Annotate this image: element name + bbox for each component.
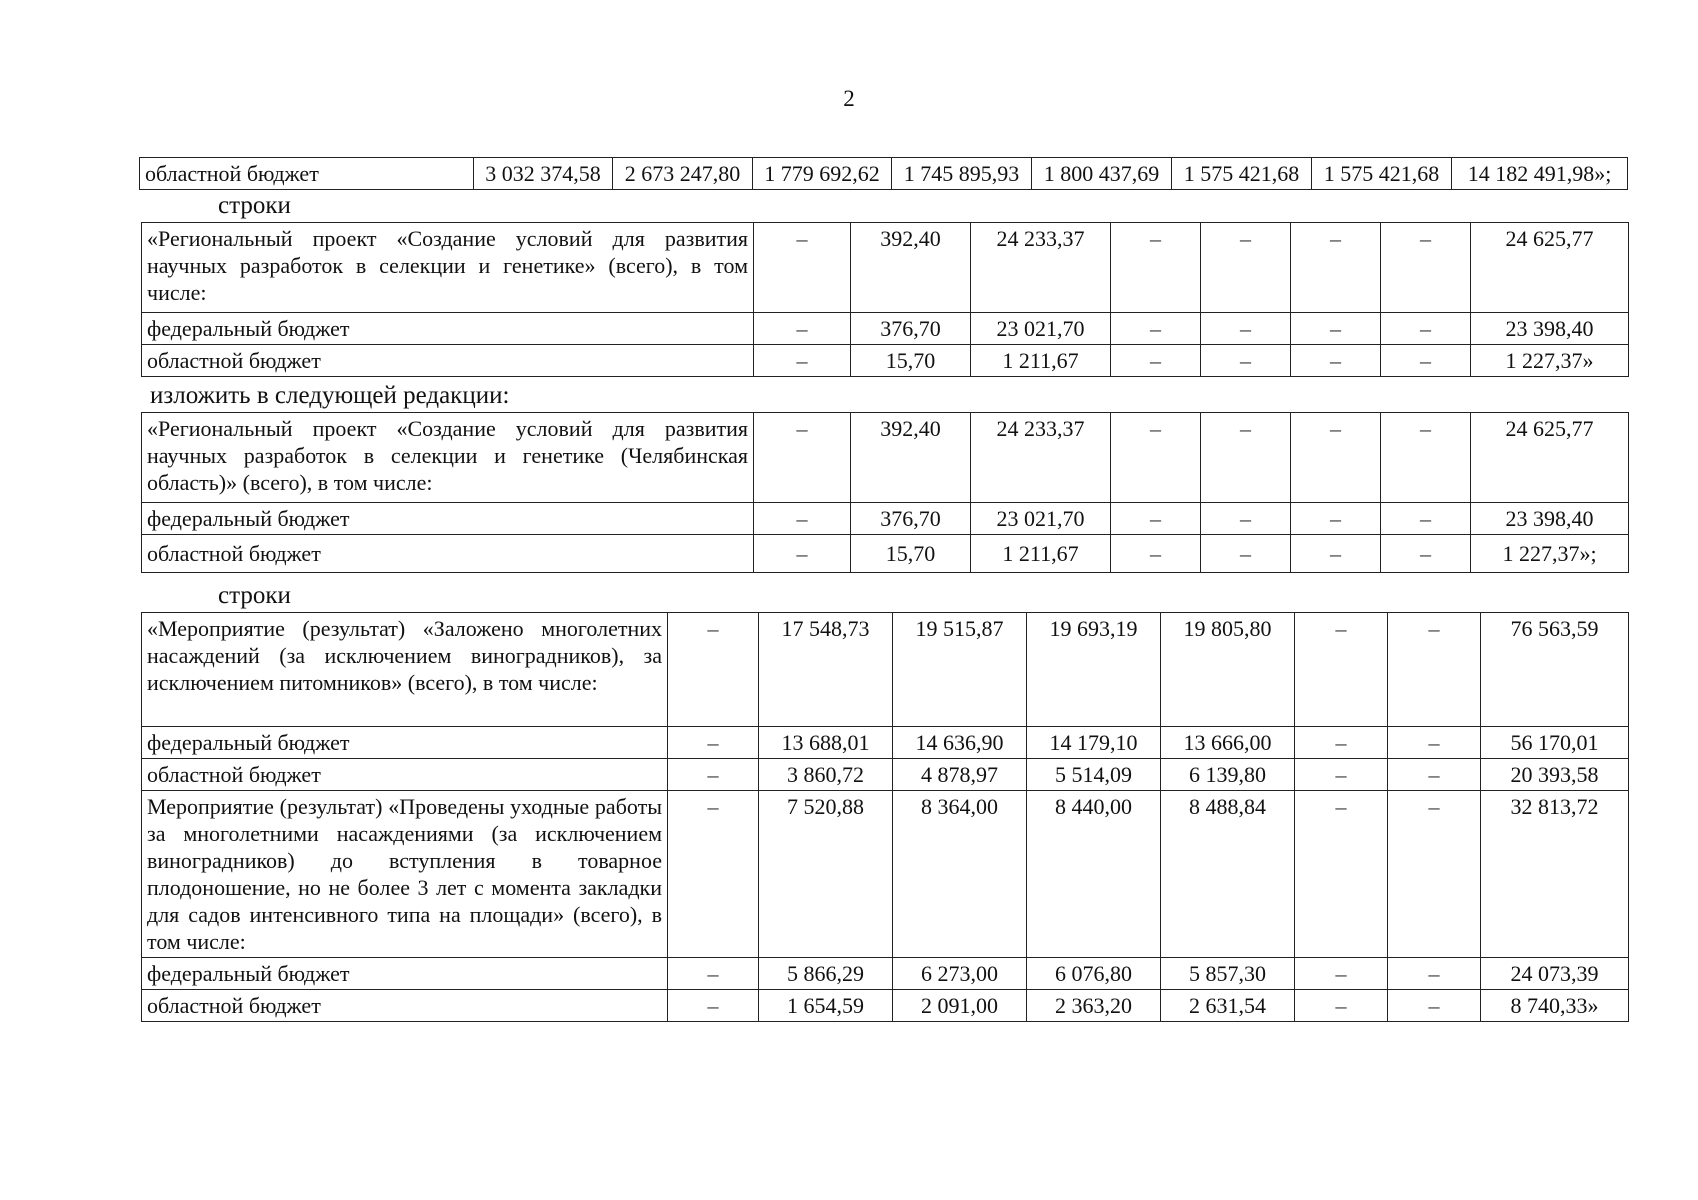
value-cell: 13 688,01 xyxy=(759,727,893,759)
value-cell: 14 179,10 xyxy=(1027,727,1161,759)
value-cell: 19 805,80 xyxy=(1161,613,1295,727)
row-label: областной бюджет xyxy=(142,535,754,573)
value-cell: 1 211,67 xyxy=(971,345,1111,377)
value-cell: – xyxy=(1111,223,1201,313)
table-row xyxy=(142,958,1629,990)
value-cell: 392,40 xyxy=(851,223,971,313)
value-cell: 14 182 491,98»; xyxy=(1452,158,1628,190)
value-cell: – xyxy=(1291,535,1381,573)
value-cell: – xyxy=(1201,313,1291,345)
value-cell: – xyxy=(1381,413,1471,503)
value-cell: 24 625,77 xyxy=(1471,223,1629,313)
value-cell: – xyxy=(1201,345,1291,377)
value-cell: – xyxy=(1388,958,1481,990)
table-regional-project-new xyxy=(141,412,1629,573)
value-cell: 376,70 xyxy=(851,313,971,345)
value-cell: – xyxy=(1381,503,1471,535)
value-cell: 19 515,87 xyxy=(893,613,1027,727)
page-number: 2 xyxy=(843,86,855,111)
value-cell: 3 860,72 xyxy=(759,759,893,791)
table-row xyxy=(142,345,1629,377)
value-cell: – xyxy=(668,958,759,990)
value-cell: – xyxy=(668,727,759,759)
value-cell: 15,70 xyxy=(851,345,971,377)
row-label: «Мероприятие (результат) «Заложено многолетних насаждений (за исключением виноградников), за исключением питомников» (всего), в том числе: xyxy=(142,613,668,727)
value-cell: – xyxy=(1381,313,1471,345)
caption-stroki-1: строки xyxy=(218,192,291,219)
row-label: федеральный бюджет xyxy=(142,727,668,759)
row-label: федеральный бюджет xyxy=(142,503,754,535)
value-cell: 6 139,80 xyxy=(1161,759,1295,791)
value-cell: 1 745 895,93 xyxy=(892,158,1032,190)
value-cell: – xyxy=(1295,613,1388,727)
value-cell: 2 631,54 xyxy=(1161,990,1295,1022)
row-label: областной бюджет xyxy=(142,990,668,1022)
row-label: Мероприятие (результат) «Проведены уходные работы за многолетними насаждениями (за исключением виноградников) до вступления в товарное плодоношение, но не более 3 лет с момента закладки для садов интенсивного типа на площади» (всего), в том числе: xyxy=(142,791,668,958)
value-cell: – xyxy=(1388,613,1481,727)
value-cell: 1 654,59 xyxy=(759,990,893,1022)
value-cell: 8 364,00 xyxy=(893,791,1027,958)
value-cell: 13 666,00 xyxy=(1161,727,1295,759)
value-cell: 1 211,67 xyxy=(971,535,1111,573)
value-cell: 23 398,40 xyxy=(1471,313,1629,345)
value-cell: 1 227,37»; xyxy=(1471,535,1629,573)
value-cell: – xyxy=(754,503,851,535)
value-cell: – xyxy=(1291,223,1381,313)
value-cell: – xyxy=(668,990,759,1022)
row-label: «Региональный проект «Создание условий для развития научных разработок в селекции и генетике» (всего), в том числе: xyxy=(142,223,754,313)
table-measures xyxy=(141,612,1629,1022)
value-cell: 1 227,37» xyxy=(1471,345,1629,377)
value-cell: 2 363,20 xyxy=(1027,990,1161,1022)
value-cell: 2 091,00 xyxy=(893,990,1027,1022)
value-cell: 1 800 437,69 xyxy=(1032,158,1172,190)
value-cell: – xyxy=(1201,413,1291,503)
value-cell: 6 076,80 xyxy=(1027,958,1161,990)
value-cell: 1 575 421,68 xyxy=(1172,158,1312,190)
table-regional-budget-total xyxy=(139,157,1628,190)
row-label: федеральный бюджет xyxy=(142,313,754,345)
value-cell: 32 813,72 xyxy=(1481,791,1629,958)
value-cell: – xyxy=(1291,313,1381,345)
row-label: областной бюджет xyxy=(142,759,668,791)
value-cell: – xyxy=(668,791,759,958)
row-label: федеральный бюджет xyxy=(142,958,668,990)
value-cell: – xyxy=(1111,313,1201,345)
value-cell: 23 021,70 xyxy=(971,503,1111,535)
value-cell: 20 393,58 xyxy=(1481,759,1629,791)
value-cell: 24 233,37 xyxy=(971,413,1111,503)
value-cell: 5 857,30 xyxy=(1161,958,1295,990)
value-cell: – xyxy=(1388,759,1481,791)
row-label: областной бюджет xyxy=(140,158,474,190)
value-cell: 24 233,37 xyxy=(971,223,1111,313)
value-cell: – xyxy=(1295,759,1388,791)
value-cell: – xyxy=(1295,958,1388,990)
value-cell: 15,70 xyxy=(851,535,971,573)
value-cell: 4 878,97 xyxy=(893,759,1027,791)
value-cell: 56 170,01 xyxy=(1481,727,1629,759)
table-row xyxy=(142,313,1629,345)
value-cell: 376,70 xyxy=(851,503,971,535)
value-cell: – xyxy=(1295,727,1388,759)
table-row xyxy=(142,613,1629,727)
value-cell: – xyxy=(1291,413,1381,503)
table-row xyxy=(142,990,1629,1022)
table-row xyxy=(142,791,1629,958)
value-cell: – xyxy=(1111,345,1201,377)
value-cell: 23 021,70 xyxy=(971,313,1111,345)
caption-new-edition: изложить в следующей редакции: xyxy=(150,382,510,409)
value-cell: – xyxy=(754,313,851,345)
table-row xyxy=(142,535,1629,573)
value-cell: 8 740,33» xyxy=(1481,990,1629,1022)
value-cell: 19 693,19 xyxy=(1027,613,1161,727)
value-cell: – xyxy=(1388,791,1481,958)
value-cell: – xyxy=(1201,223,1291,313)
value-cell: 14 636,90 xyxy=(893,727,1027,759)
value-cell: – xyxy=(1295,990,1388,1022)
value-cell: 8 440,00 xyxy=(1027,791,1161,958)
value-cell: 76 563,59 xyxy=(1481,613,1629,727)
value-cell: 17 548,73 xyxy=(759,613,893,727)
value-cell: – xyxy=(1381,223,1471,313)
value-cell: – xyxy=(754,223,851,313)
value-cell: – xyxy=(1111,535,1201,573)
row-label: «Региональный проект «Создание условий для развития научных разработок в селекции и генетике (Челябинская область)» (всего), в том числе: xyxy=(142,413,754,503)
caption-stroki-2: строки xyxy=(218,582,291,609)
value-cell: 2 673 247,80 xyxy=(613,158,753,190)
value-cell: – xyxy=(1111,503,1201,535)
value-cell: 3 032 374,58 xyxy=(474,158,613,190)
value-cell: – xyxy=(1388,990,1481,1022)
value-cell: 24 625,77 xyxy=(1471,413,1629,503)
table-row xyxy=(142,413,1629,503)
value-cell: 7 520,88 xyxy=(759,791,893,958)
value-cell: – xyxy=(754,345,851,377)
table-row xyxy=(142,503,1629,535)
value-cell: – xyxy=(754,413,851,503)
table-row xyxy=(142,759,1629,791)
value-cell: – xyxy=(1381,345,1471,377)
value-cell: 392,40 xyxy=(851,413,971,503)
value-cell: 5 866,29 xyxy=(759,958,893,990)
table-regional-project-old xyxy=(141,222,1629,377)
value-cell: 24 073,39 xyxy=(1481,958,1629,990)
value-cell: 8 488,84 xyxy=(1161,791,1295,958)
value-cell: – xyxy=(1295,791,1388,958)
value-cell: 23 398,40 xyxy=(1471,503,1629,535)
value-cell: – xyxy=(1291,503,1381,535)
value-cell: 6 273,00 xyxy=(893,958,1027,990)
value-cell: – xyxy=(668,759,759,791)
row-label: областной бюджет xyxy=(142,345,754,377)
value-cell: – xyxy=(668,613,759,727)
value-cell: – xyxy=(1381,535,1471,573)
table-row xyxy=(142,223,1629,313)
value-cell: 5 514,09 xyxy=(1027,759,1161,791)
value-cell: – xyxy=(1201,535,1291,573)
value-cell: 1 575 421,68 xyxy=(1312,158,1452,190)
table-row xyxy=(140,158,1628,190)
value-cell: – xyxy=(1111,413,1201,503)
value-cell: – xyxy=(754,535,851,573)
value-cell: – xyxy=(1388,727,1481,759)
value-cell: 1 779 692,62 xyxy=(753,158,892,190)
value-cell: – xyxy=(1201,503,1291,535)
value-cell: – xyxy=(1291,345,1381,377)
table-row xyxy=(142,727,1629,759)
